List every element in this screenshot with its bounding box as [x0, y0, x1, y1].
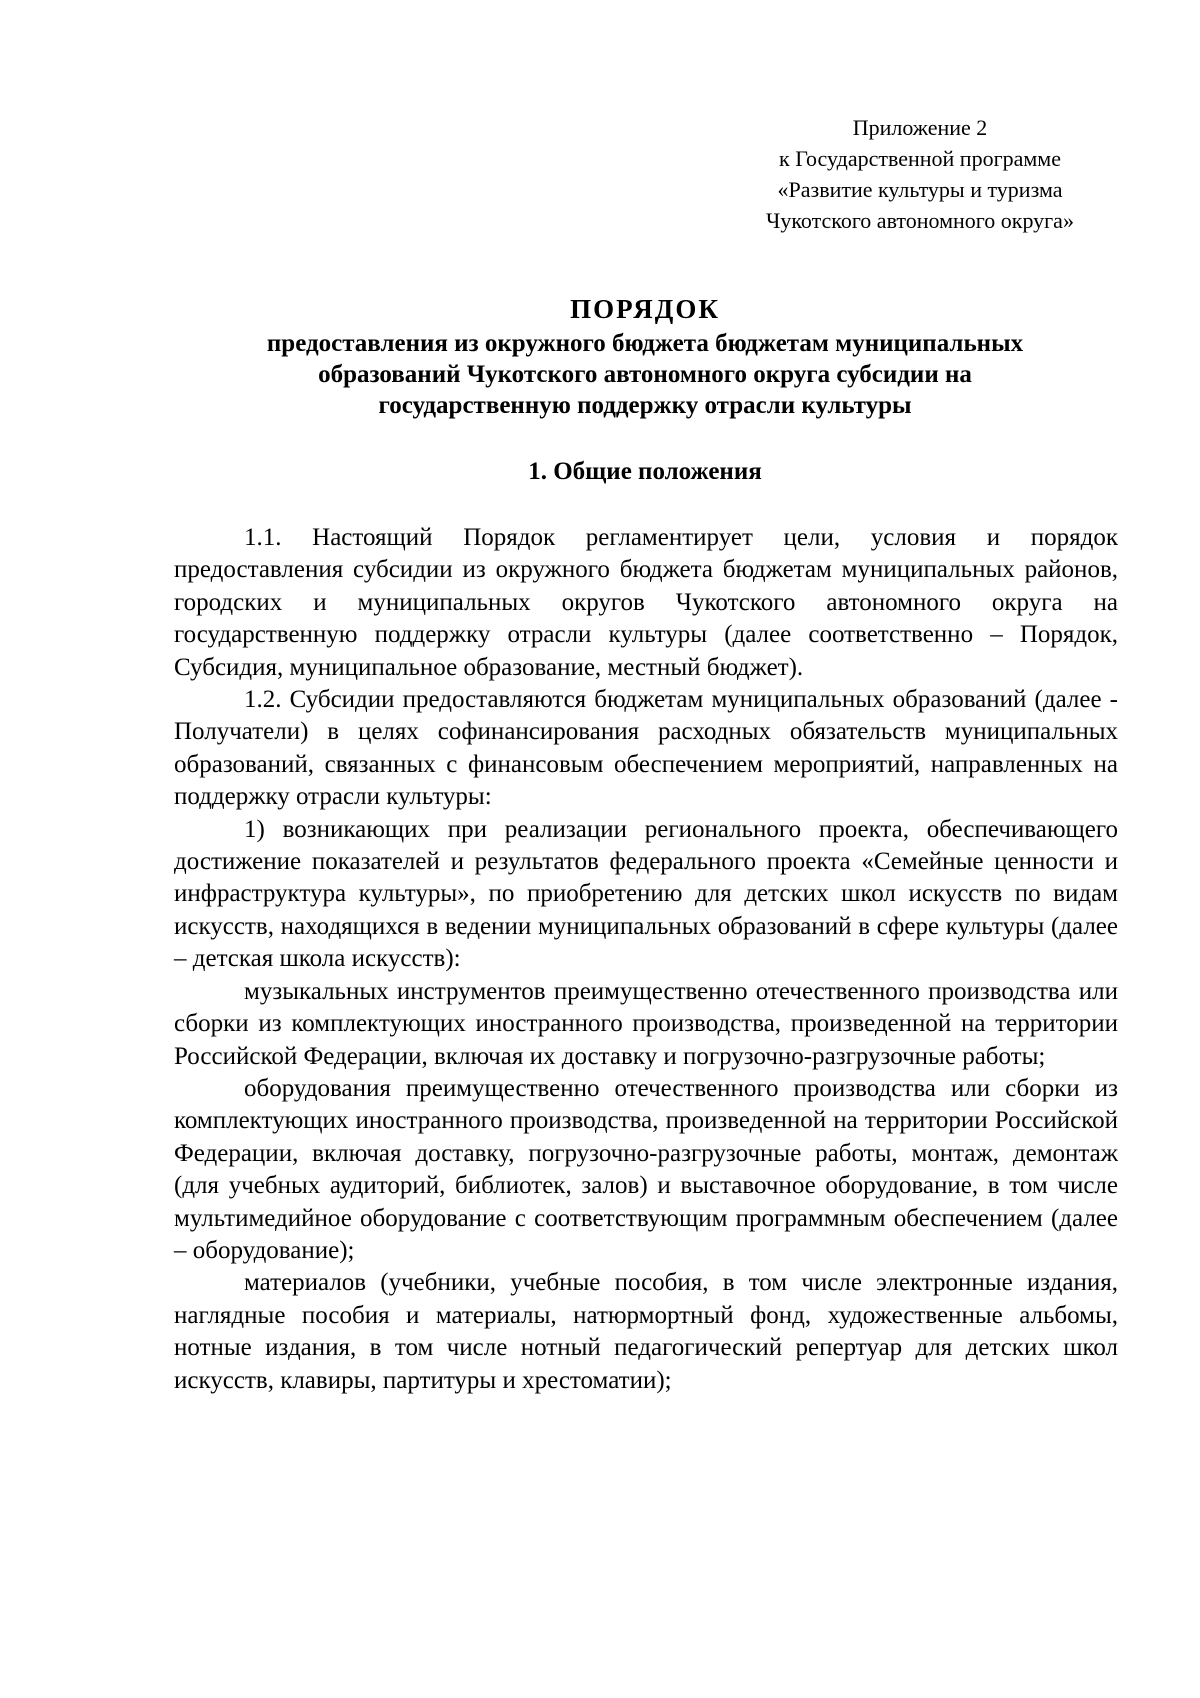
paragraph: музыкальных инструментов преимущественно отечественного производства или сборки из комплектующих иностранного производства, произведенной на территории Российской Федерации, включая их доставку и погрузочно-разгрузочные работы; [174, 977, 1118, 1070]
paragraph: 1.1. Настоящий Порядок регламентирует цели, условия и порядок предоставления субсидии из окружного бюджета бюджетам муниципальных районов, городских и муниципальных округов Чукотского автономного округа на государственную поддержку отрасли культуры (далее соответственно – Порядок, Субсидия, муниципальное образование, местный бюджет). [174, 524, 1118, 681]
document-subtitle-line: государственную поддержку отрасли культуры [378, 392, 912, 419]
appendix-line: Приложение 2 [852, 115, 988, 140]
appendix-line: Чукотского автономного округа» [766, 208, 1074, 233]
paragraph: материалов (учебники, учебные пособия, в том числе электронные издания, наглядные пособия и материалы, натюрмортный фонд, художественные альбомы, нотные издания, в том числе нотный педагогический репертуар для детских школ искусств, клавиры, партитуры и хрестоматии); [174, 1269, 1118, 1394]
document-title: ПОРЯДОК [570, 294, 720, 324]
paragraph: оборудования преимущественно отечественного производства или сборки из комплектующих иностранного производства, произведенной на территории Российской Федерации, включая доставку, погрузочно-разгрузочные работы, монтаж, демонтаж (для учебных аудиторий, библиотек, залов) и выставочное оборудование, в том числе мультимедийное оборудование с соответствующим программным обеспечением (далее – оборудование); [174, 1074, 1118, 1264]
document-subtitle-line: образований Чукотского автономного округа субсидии на [318, 361, 972, 388]
appendix-note [690, 112, 1150, 236]
section-body [174, 522, 1118, 1397]
paragraph: 1.2. Субсидии предоставляются бюджетам муниципальных образований (далее - Получатели) в целях софинансирования расходных обязательств муниципальных образований, связанных с финансовым обеспечением мероприятий, направленных на поддержку отрасли культуры: [174, 686, 1118, 811]
paragraph: 1) возникающих при реализации регионального проекта, обеспечивающего достижение показателей и результатов федерального проекта «Семейные ценности и инфраструктура культуры», по приобретению для детских школ искусств по видам искусств, находящихся в ведении муниципальных образований в сфере культуры (далее – детская школа искусств): [174, 815, 1118, 973]
appendix-line: «Развитие культуры и туризма [777, 177, 1063, 202]
section-heading: 1. Общие положения [528, 458, 762, 485]
document-title-block [170, 290, 1120, 421]
document-subtitle-line: предоставления из окружного бюджета бюджетам муниципальных [266, 330, 1024, 357]
appendix-line: к Государственной программе [779, 146, 1061, 171]
